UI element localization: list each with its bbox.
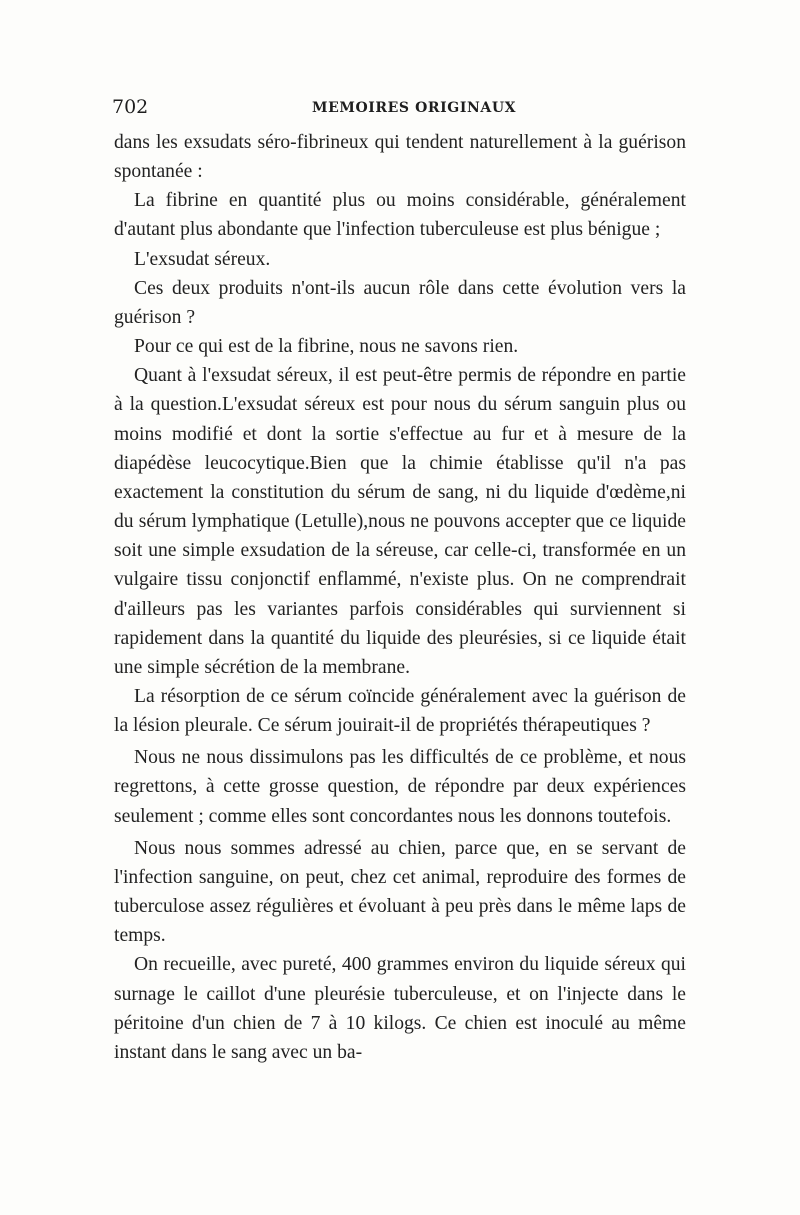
paragraph: La résorption de ce sérum coïncide généralement avec la guérison de la lésion pleurale. Ce sérum jouirait-il de propriétés thérapeutiques ? [114,685,686,737]
paragraph: Quant à l'exsudat séreux, il est peut-être permis de répondre en partie à la question.L'exsudat séreux est pour nous du sérum sanguin plus ou moins modifié et dont la sortie s'effectue au fur et à mesure de la diapédèse leucocytique.Bien que la chimie établisse qu'il n'a pas exactement la constitution du sérum de sang, ni du liquide d'œdème,ni du sérum lymphatique (Letulle),nous ne pouvons accepter que ce liquide soit une simple exsudation de la séreuse, car celle-ci, transformée en un vulgaire tissu conjonctif enflammé, n'existe plus. On ne comprendrait d'ailleurs pas les variantes parfois considérables qui surviennent si rapidement dans la quantité du liquide des pleurésies, si ce liquide était une simple sécrétion de la membrane. [114,365,686,678]
paragraph: dans les exsudats séro-fibrineux qui tendent naturellement à la guérison spontanée : [114,132,686,183]
paragraph: L'exsudat séreux. [134,248,271,270]
paragraph: Nous nous sommes adressé au chien, parce que, en se servant de l'infection sanguine, on peut, chez cet animal, reproduire des formes de tuberculose assez régulières et évoluant à peu près dans le même laps de temps. [114,837,686,947]
body-text [114,128,686,1067]
paragraph: Pour ce qui est de la fibrine, nous ne savons rien. [134,336,519,358]
running-title: MEMOIRES ORIGINAUX [312,100,517,116]
paragraph: On recueille, avec pureté, 400 grammes environ du liquide séreux qui surnage le caillot d'une pleurésie tuberculeuse, et on l'injecte dans le péritoine d'un chien de 7 à 10 kilogs. Ce chien est inoculé au même instant dans le sang avec un ba- [114,954,686,1063]
paragraph: La fibrine en quantité plus ou moins considérable, généralement d'autant plus abondante que l'infection tuberculeuse est plus bénigue ; [114,190,686,241]
paragraph: Ces deux produits n'ont-ils aucun rôle dans cette évolution vers la guérison ? [114,277,686,328]
page-header [112,96,686,126]
page-number: 702 [112,96,149,118]
paragraph: Nous ne nous dissimulons pas les difficultés de ce problème, et nous regrettons, à cette grosse question, de répondre par deux expériences seulement ; comme elles sont concordantes nous les donnons toutefois. [114,747,686,827]
